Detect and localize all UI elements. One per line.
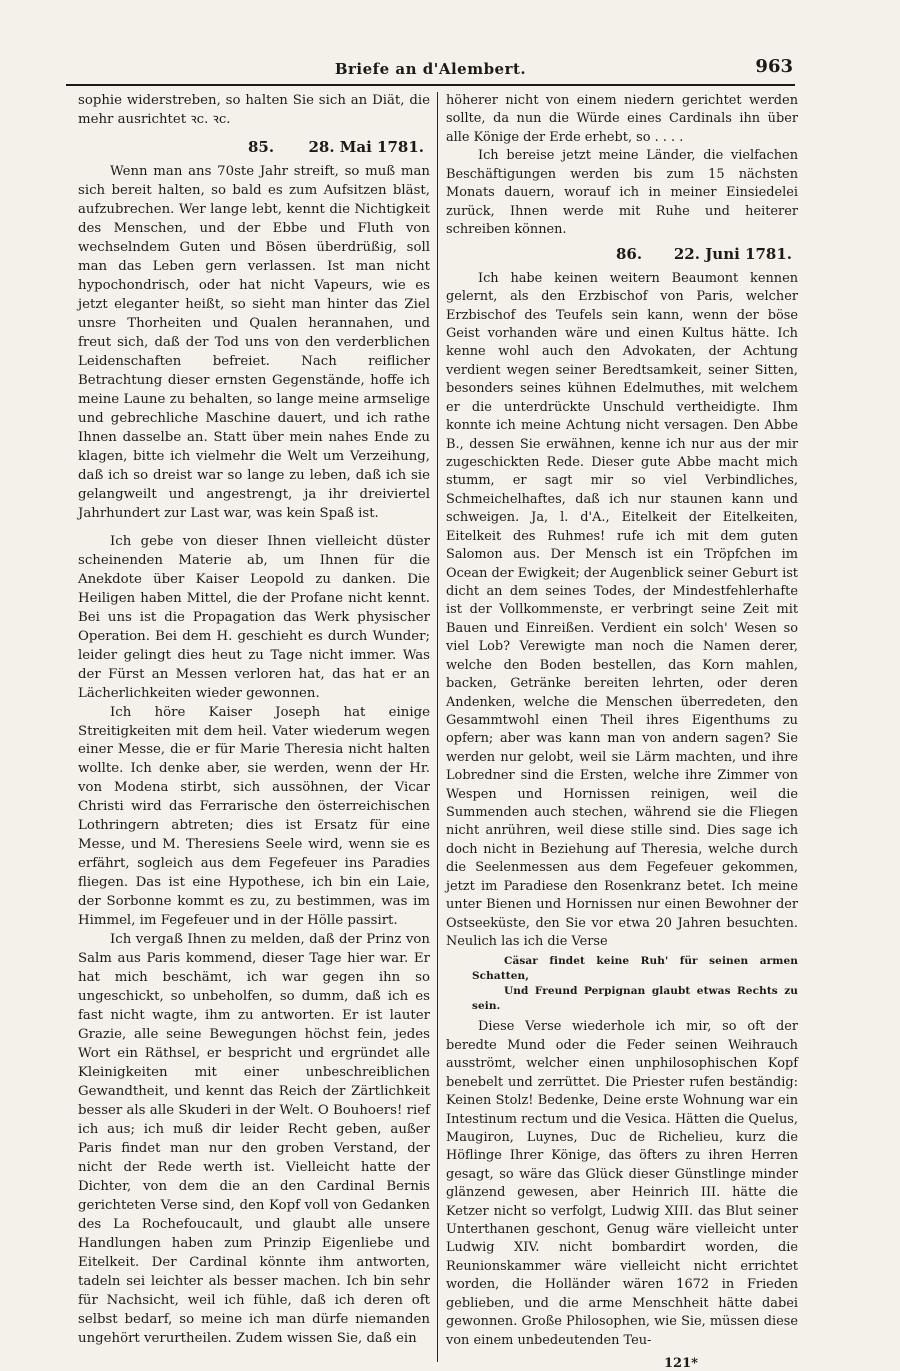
- left-paragraph-3: Ich höre Kaiser Joseph hat einige Streitigkeiten mit dem heil. Vater wiederum wegen einer Messe, die er für Marie Theresia nicht halten wollte. Ich denke aber, sie werden, wenn der Hr. von Modena stirbt, sich aussöhnen, der Vicar Christi wird das Ferrarische den österreichischen Lothringern abtreten; dies ist Ersatz für eine Messe, und M. Theresiens Seele wird, wenn sie es erfährt, sogleich aus dem Fegefeuer ins Paradies fliegen. Das ist eine Hypothese, ich bin ein Laie, der Sorbonne kommt es zu, zu bestimmen, was im Himmel, im Fegefeuer und in der Hölle passirt.: [78, 704, 430, 929]
- header-rule: [66, 84, 795, 86]
- right-paragraph-2: Diese Verse wiederhole ich mir, so oft der beredte Mund oder die Feder seinen Weihrauch ausströmt, welcher einen unphilosophischen Kopf benebelt und zerrüttet. Die Priester rufen beständig: Keinen Stolz! Bedenke, Deine erste Wohnung war ein Intestinum rectum und die Vesica. Hätten die Quelus, Maugiron, Luynes, Duc de Richelieu, kurz die Höflinge Ihrer Könige, das öfters zu ihren Herren gesagt, so wäre das Glück dieser Günstlinge minder glänzend gewesen, aber Heinrich III. hätte die Ketzer nicht so verfolgt, Ludwig XIII. das Blut seiner Unterthanen geschont, Genug wäre vielleicht unter Ludwig XIV. nicht bombardirt worden, die Reunionskammer wäre vielleicht nicht errichtet worden, die Holländer wären 1672 in Frieden geblieben, und die arme Menschheit hätte dabei gewonnen. Große Philosophen, wie Sie, müssen diese von einem unbedeutenden Teu-: [446, 1019, 798, 1348]
- left-opening-text: sophie widerstreben, so halten Sie sich an Diät, die mehr ausrichtet ꝛc. ꝛc.: [78, 93, 430, 127]
- left-paragraph-4: Ich vergaß Ihnen zu melden, daß der Prinz von Salm aus Paris kommend, dieser Tage hier war. Er hat mich beschämt, ich war gegen ihn so ungeschickt, so unbeholfen, so dumm, daß ich es fast nicht wagte, ihm zu antworten. Er ist lauter Grazie, alle seine Bewegungen höchst fein, jedes Wort ein Räthsel, er bespricht und ergründet alle Kleinigkeiten mit einer unbeschreiblichen Gewandtheit, und kennt das Reich der Zärtlichkeit besser als alle Skuderi in der Welt. O Bouhoers! rief ich aus; ich muß dir leider Recht geben, außer Paris findet man nur den groben Verstand, der nicht der Rede werth ist. Vielleicht hatte der Dichter, von dem die an den Cardinal Bernis gerichteten Verse sind, den Kopf voll von Gedanken des La Rochefoucault, und glaubt alle unsere Handlungen haben zum Prinzip Eigenliebe und Eitelkeit. Der Cardinal könnte ihm antworten, tadeln sei leichter als besser machen. Ich bin sehr für Nachsicht, weil ich fühle, daß ich deren oft selbst bedarf, so meine ich man dürfe niemanden ungehört verurtheilen. Zudem wissen Sie, daß ein: [78, 932, 430, 1346]
- left-paragraph-2: Ich gebe von dieser Ihnen vielleicht düster scheinenden Materie ab, um Ihnen für die Anekdote über Kaiser Leopold zu danken. Die Heiligen haben Mittel, die der Profane nicht kennt. Bei uns ist die Propagation das Werk physischer Operation. Bei dem H. geschieht es durch Wunder; leider gelingt dies heut zu Tage nicht immer. Was der Fürst an Messen verloren hat, das hat er an Lächerlichkeiten wieder gewonnen.: [78, 533, 430, 701]
- signature-mark: 121*: [664, 1356, 698, 1371]
- right-column: [446, 92, 798, 1350]
- verse-quote: [446, 954, 798, 1014]
- letter-86-date: 22. Juni 1781.: [673, 245, 792, 264]
- verse-line-1: Cäsar findet keine Ruh' für seinen armen Schatten,: [472, 955, 798, 983]
- verse-line-2: Und Freund Perpignan glaubt etwas Rechts zu sein.: [472, 985, 798, 1013]
- left-column: [78, 92, 430, 1349]
- letter-85-number: 85.: [248, 137, 275, 156]
- page-number: 963: [755, 56, 793, 77]
- letter-85-heading: [78, 138, 430, 157]
- left-paragraph-1: Wenn man ans 70ste Jahr streift, so muß man sich bereit halten, so bald es zum Aufsitzen bläst, aufzubrechen. Wer lange lebt, kennt die Nichtigkeit des Menschen, und der Ebbe und Fluth von wechselndem Guten und Bösen überdrüßig, soll man das Leben gern verlassen. Ist man nicht hypochondrisch, oder hat nicht Vapeurs, wie es jetzt eleganter heißt, so sieht man hinter das Ziel unsre Thorheiten und Qualen herannahen, und freut sich, daß der Tod uns von den verderblichen Leidenschaften befreiet. Nach reiflicher Betrachtung dieser ernsten Gegenstände, hoffe ich meine Laune zu behalten, so lange meine armselige und gebrechliche Maschine dauert, und ich rathe Ihnen dasselbe an. Statt über mein nahes Ende zu klagen, bitte ich vielmehr die Welt um Verzeihung, daß ich so dreist war so lange zu leben, daß ich sie gelangweilt und angestrengt, ja ihr dreiviertel Jahrhundert zur Last war, was kein Spaß ist.: [78, 163, 430, 521]
- letter-85-date: 28. Mai 1781.: [308, 137, 424, 156]
- right-paragraph-1: Ich habe keinen weitern Beaumont kennen gelernt, als den Erzbischof von Paris, welcher Erzbischof des Teufels sein kann, wenn der böse Geist vorhanden wäre und einen Kultus hätte. Ich kenne wohl auch den Advokaten, der Achtung verdient wegen seiner Beredtsamkeit, seiner Sitten, besonders seines kühnen Edelmuthes, mit welchem er die unterdrückte Unschuld vertheidigte. Ihm konnte ich meine Achtung nicht versagen. Den Abbe B., dessen Sie erwähnen, kenne ich nur aus der mir zugeschickten Rede. Dieser gute Abbe macht mich stumm, er sagt mir so viel Verbindliches, Schmeichelhaftes, daß ich nur staunen kann und schweigen. Ja, l. d'A., Eitelkeit der Eitelkeiten, Eitelkeit des Ruhmes! rufe ich mit dem guten Salomon aus. Der Mensch ist ein Tröpfchen im Ocean der Ewigkeit; der Augenblick seiner Geburt ist dicht an dem seines Todes, der Mindestfehlerhafte ist der Vollkommenste, er verbringt seine Zeit mit Bauen und Einreißen. Verdient ein solch' Wesen so viel Lob? Verewigte man noch die Namen derer, welche den Boden bestellen, das Korn mahlen, backen, Getränke bereiten lehrten, oder deren Andenken, welche die Menschen überredeten, den Gesammtwohl einen Theil ihres Eigenthums zu opfern; aber was kann man von andern sagen? Sie werden nur gelobt, weil sie Lärm machten, und ihre Lobredner sind die Ersten, welche ihre Zimmer von Wespen und Hornissen reinigen, weil die Summenden auch stechen, während sie die Fliegen nicht anrühren, weil diese stille sind. Dies sage ich doch nicht in Beziehung auf Theresia, welche durch die Seelenmessen aus dem Fegefeuer gekommen, jetzt im Paradiese den Rosenkranz betet. Ich meine unter Bienen und Hornissen nur einen Bewohner der Ostseeküste, den Sie vor etwa 20 Jahren besuchten. Neulich las ich die Verse: [446, 270, 798, 949]
- right-opening-paragraph: Ich bereise jetzt meine Länder, die vielfachen Beschäftigungen werden bis zum 15 nächsten Monats dauern, worauf ich in meiner Einsiedelei zurück, Ihnen werde mit Ruhe und heiterer schreiben können.: [446, 148, 798, 237]
- running-head: [66, 56, 795, 84]
- column-divider: [437, 92, 438, 1362]
- running-title: Briefe an d'Alembert.: [334, 60, 527, 78]
- letter-86-heading: [446, 245, 798, 263]
- right-opening-text: höherer nicht von einem niedern gerichtet werden sollte, da nun die Würde eines Cardinals ihn über alle Könige der Erde erhebt, so . . . .: [446, 93, 798, 145]
- letter-86-number: 86.: [616, 245, 643, 264]
